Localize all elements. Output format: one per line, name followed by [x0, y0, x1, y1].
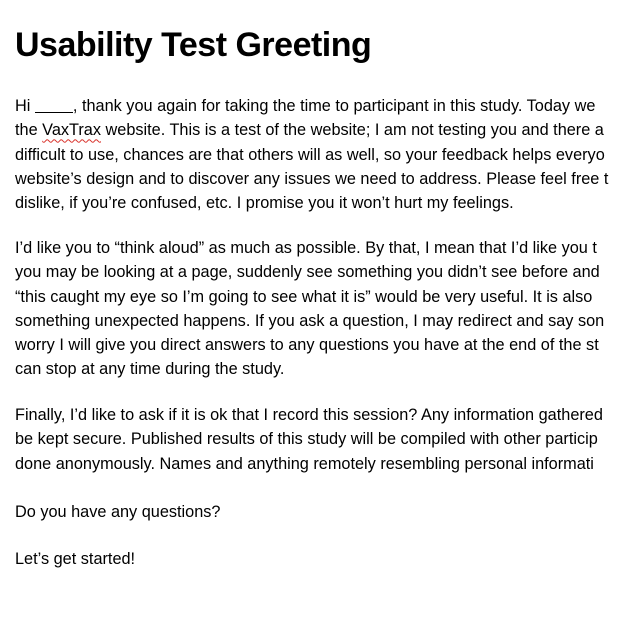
paragraph-line: website’s design and to discover any issues we need to address. Please feel free t — [15, 169, 609, 188]
document-title: Usability Test Greeting — [15, 26, 372, 64]
paragraph-line: Finally, I’d like to ask if it is ok that I record this session? Any information gathered — [15, 406, 603, 424]
paragraph-line: be kept secure. Published results of this study will be compiled with other particip — [15, 430, 598, 449]
paragraph-line: something unexpected happens. If you ask a question, I may redirect and say son — [15, 311, 605, 330]
paragraph-think-aloud — [15, 236, 640, 382]
paragraph-text: , thank you again for taking the time to participant in this study. Today we — [72, 97, 596, 115]
paragraph-intro — [15, 94, 640, 215]
paragraph-line: difficult to use, chances are that others will as well, so your feedback helps everyo — [15, 145, 605, 164]
paragraph-line: Do you have any questions? — [15, 503, 221, 521]
paragraph-line: dislike, if you’re confused, etc. I promise you it won’t hurt my feelings. — [15, 194, 514, 213]
paragraph-line: can stop at any time during the study. — [15, 360, 285, 379]
paragraph-line: done anonymously. Names and anything remotely resembling personal informati — [15, 454, 594, 473]
paragraph-questions — [15, 500, 640, 524]
paragraph-line: Let’s get started! — [15, 550, 136, 568]
greeting-text: Hi — [15, 97, 35, 115]
document-page — [15, 0, 640, 640]
name-blank — [35, 96, 73, 113]
paragraph-line: you may be looking at a page, suddenly see something you didn’t see before and — [15, 263, 600, 282]
paragraph-text: website. This is a test of the website; I am not testing you and there a — [100, 121, 604, 140]
paragraph-line: “this caught my eye so I’m going to see what it is” would be very useful. It is also — [15, 287, 593, 306]
paragraph-line — [15, 94, 640, 118]
paragraph-line — [15, 118, 640, 142]
brand-name-misspelled: VaxTrax — [42, 121, 101, 140]
paragraph-recording-consent — [15, 403, 640, 476]
paragraph-text: the — [15, 121, 43, 140]
paragraph-line: I’d like you to “think aloud” as much as possible. By that, I mean that I’d like you t — [15, 239, 597, 257]
paragraph-closing — [15, 547, 640, 571]
paragraph-line: worry I will give you direct answers to any questions you have at the end of the st — [15, 336, 599, 355]
